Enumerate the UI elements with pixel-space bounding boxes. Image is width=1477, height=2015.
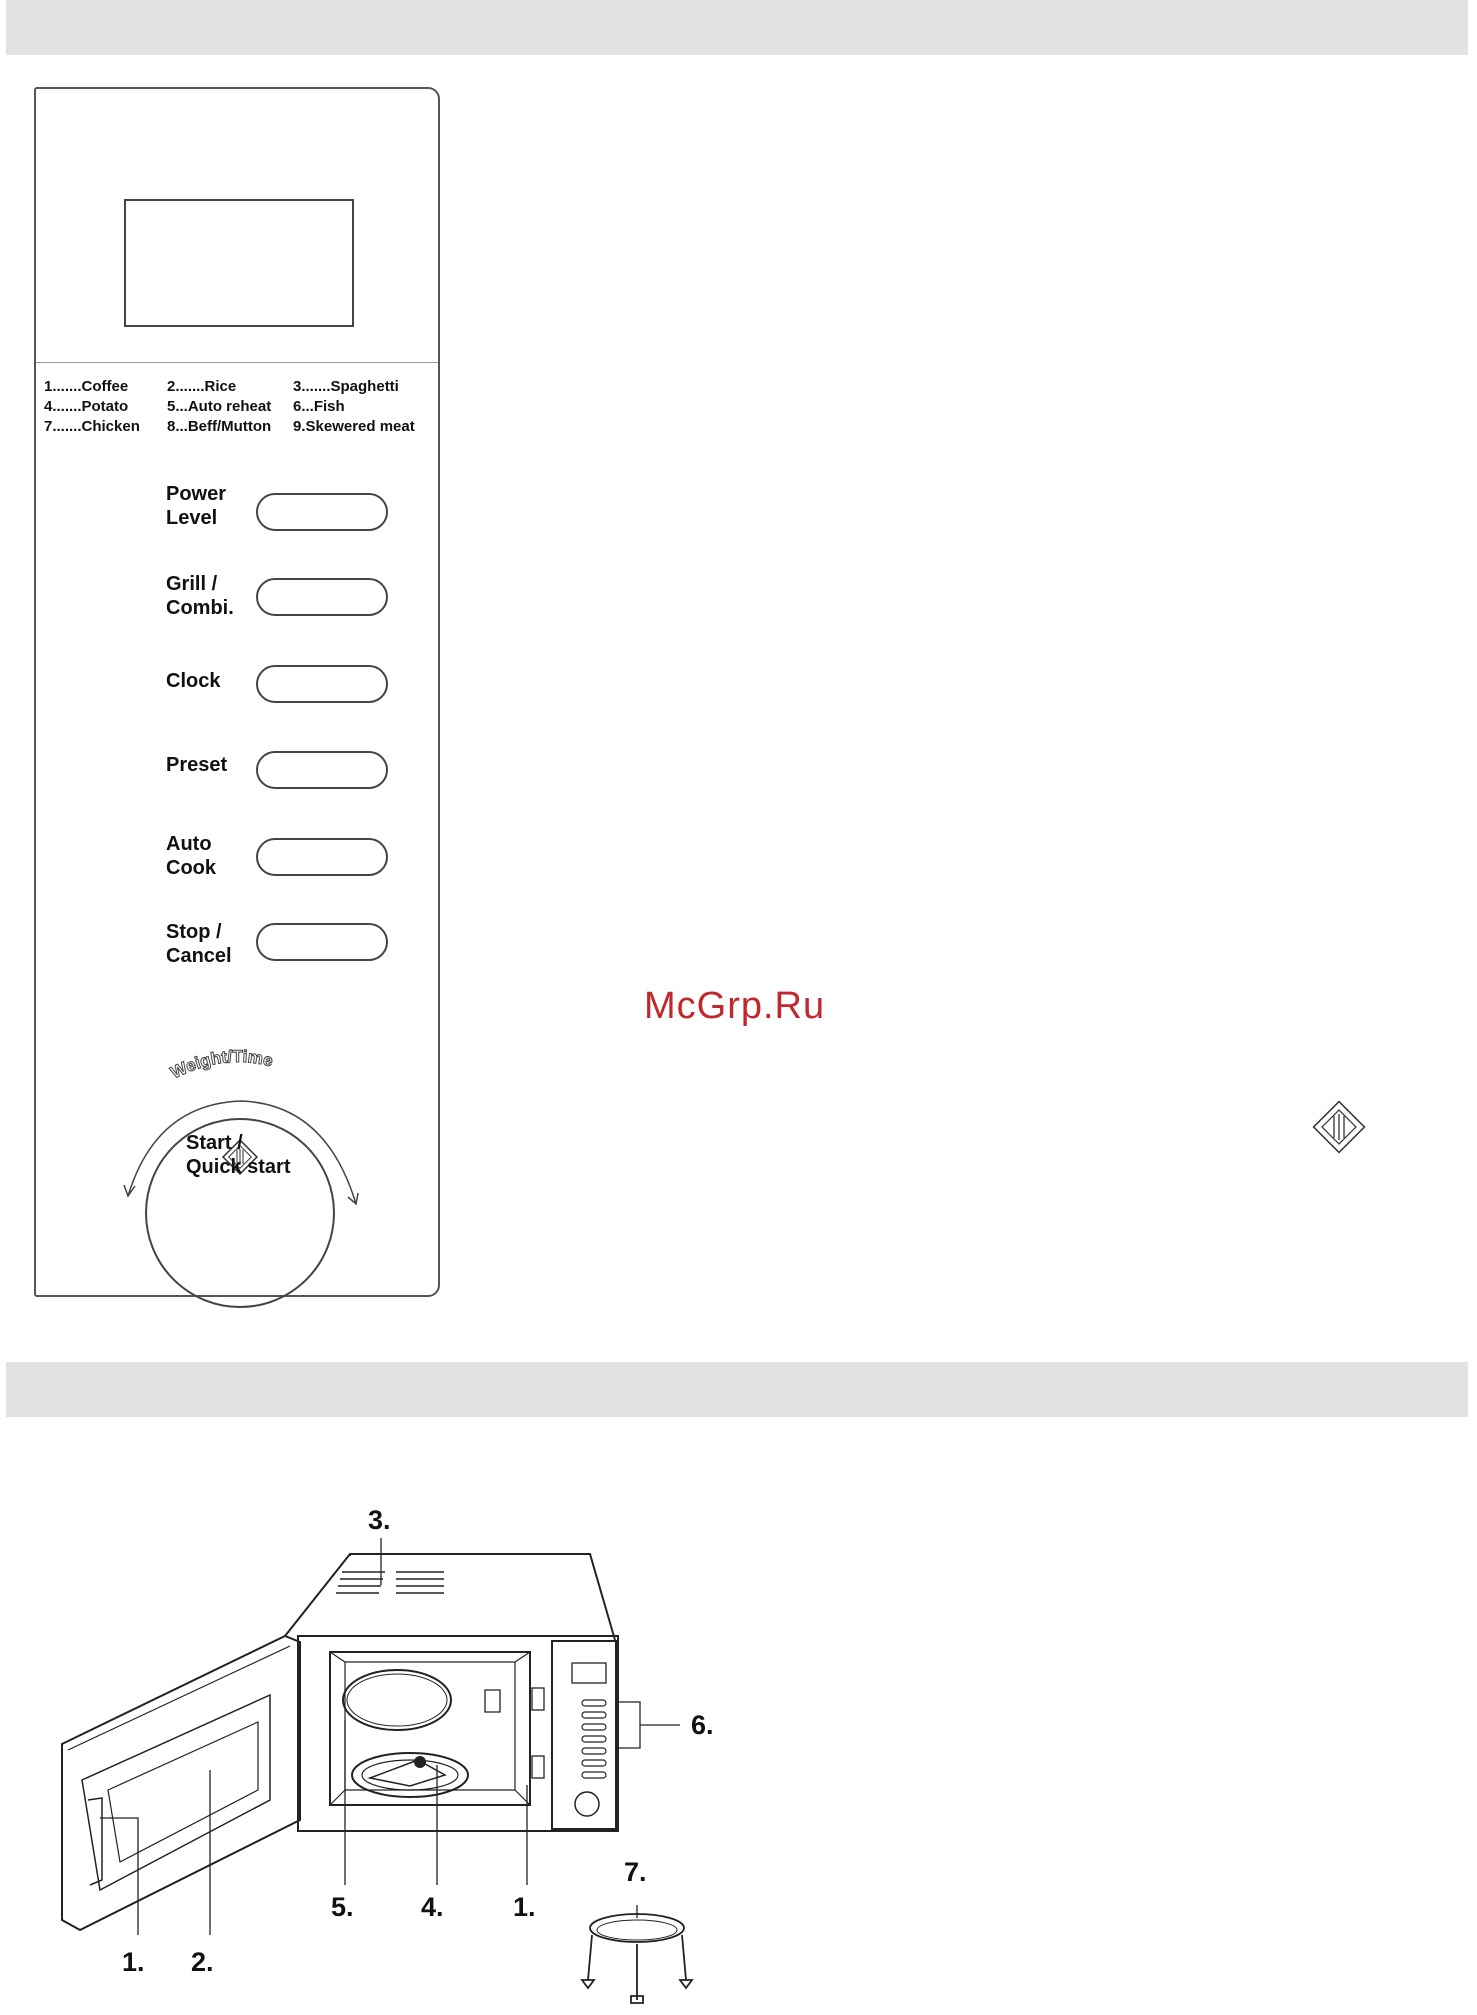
program-item: 9.Skewered meat (293, 418, 415, 435)
grill-rack (582, 1914, 692, 2003)
door-window (82, 1695, 270, 1890)
coupler (370, 1760, 445, 1786)
watermark: McGrp.Ru (644, 985, 826, 1027)
callout-7: 7. (624, 1857, 647, 1887)
auto-cook-label: Auto Cook (166, 833, 216, 879)
oven-door (62, 1636, 300, 1930)
preset-label: Preset (166, 754, 228, 776)
program-item: 4.......Potato (44, 398, 129, 415)
callout-1-door: 1. (122, 1947, 145, 1977)
start-label-line2: Quick start (186, 1156, 291, 1178)
oven-body (298, 1636, 618, 1831)
callout-1-latch: 1. (513, 1892, 536, 1922)
program-item: 6...Fish (293, 398, 345, 415)
start-label-line1: Start / (186, 1132, 243, 1154)
callout-2: 2. (191, 1947, 214, 1977)
callout-5: 5. (331, 1892, 354, 1922)
door-hook (88, 1798, 102, 1885)
program-item: 7.......Chicken (44, 418, 140, 435)
turntable-glass (343, 1670, 451, 1730)
program-item: 3.......Spaghetti (293, 378, 399, 395)
oven-top (285, 1554, 615, 1640)
stop-cancel-label: Stop / Cancel (166, 921, 232, 967)
program-item: 5...Auto reheat (167, 398, 272, 415)
callout-3: 3. (368, 1505, 391, 1535)
program-item: 8...Beff/Mutton (167, 418, 272, 435)
grill-combi-label: Grill / Combi. (166, 573, 234, 619)
program-item: 2.......Rice (167, 378, 237, 395)
door-latch-hole (532, 1688, 544, 1710)
power-level-label: Power Level (166, 483, 227, 529)
door-latch-hole (532, 1756, 544, 1778)
vent-grille (336, 1572, 444, 1593)
clock-label: Clock (166, 670, 221, 692)
oven-cavity (330, 1652, 530, 1805)
program-item: 1.......Coffee (44, 378, 129, 395)
dial-arc-label: Weight/Time (167, 1046, 275, 1083)
callout-4: 4. (421, 1892, 444, 1922)
callout-6: 6. (691, 1710, 714, 1740)
